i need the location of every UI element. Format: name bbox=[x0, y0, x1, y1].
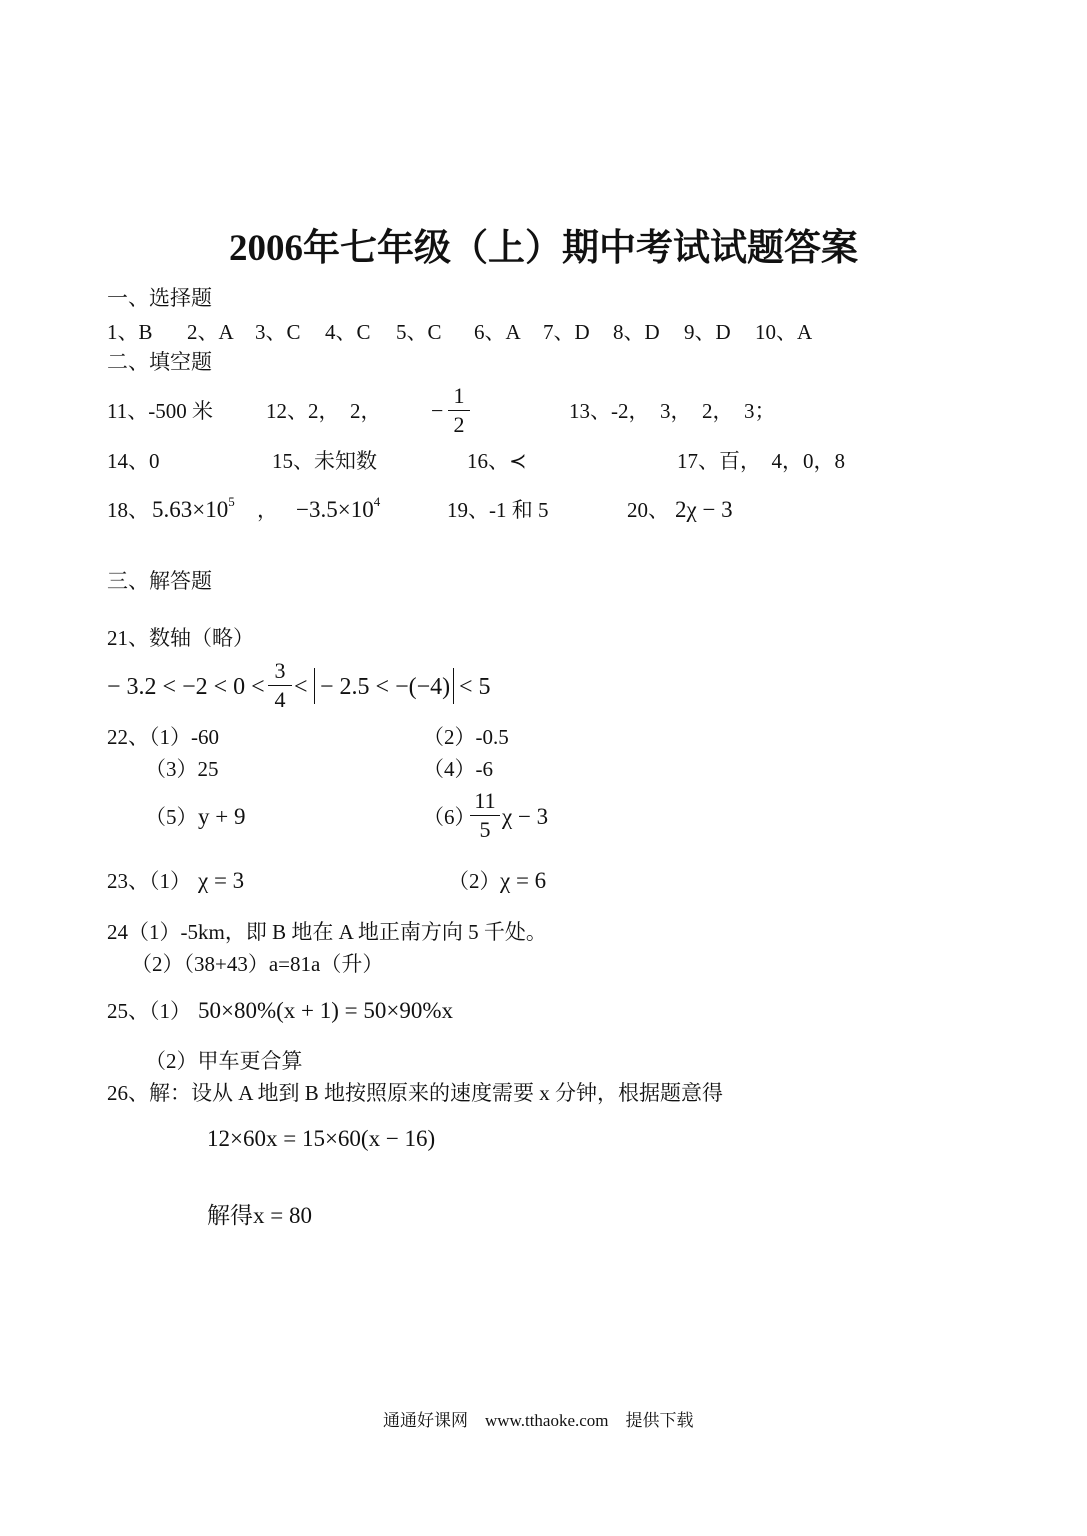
answer-17: 17、百， 4，0，8 bbox=[677, 449, 845, 473]
answer-19: 19、-1 和 5 bbox=[447, 498, 549, 522]
page-title: 2006年七年级（上）期中考试试题答案 bbox=[229, 228, 858, 269]
answer-item: 10、A bbox=[755, 320, 813, 344]
answer-18-value-a bbox=[152, 494, 235, 522]
answer-item: 2、A bbox=[187, 320, 234, 344]
fraction-denominator: 5 bbox=[479, 817, 491, 842]
fraction-bar bbox=[448, 410, 470, 411]
answer-item: 4、C bbox=[325, 320, 371, 344]
answer-22-5-expr: y + 9 bbox=[198, 804, 246, 829]
answer-21-abs-inner: − 2.5 < −(−4) bbox=[320, 674, 451, 700]
answer-22-1: 22、（1）-60 bbox=[107, 725, 219, 749]
answer-21-mid: < bbox=[294, 674, 308, 700]
answer-26-equation: 12×60x = 15×60(x − 16) bbox=[207, 1126, 436, 1151]
answer-22-6-tail: χ − 3 bbox=[502, 804, 549, 829]
fraction-bar bbox=[470, 815, 500, 816]
answer-18-value-b-exponent: 4 bbox=[373, 494, 381, 509]
answer-item: 5、C bbox=[396, 320, 442, 344]
fraction-numerator: 1 bbox=[453, 383, 465, 408]
answer-23-2-label: （2） bbox=[448, 869, 501, 893]
fraction-numerator: 3 bbox=[274, 658, 286, 683]
answer-22-5-label: （5） bbox=[145, 805, 198, 829]
answer-24-2: （2）（38+43）a=81a（升） bbox=[131, 952, 384, 976]
footer-source: 通通好课网 www.tthaoke.com 提供下载 bbox=[383, 1411, 694, 1430]
answer-24-1: 24（1）-5km，即 B 地在 A 地正南方向 5 千处。 bbox=[107, 920, 547, 944]
answer-18-value-b-base: −3.5×10 bbox=[296, 497, 374, 522]
section-heading-fill: 二、填空题 bbox=[107, 350, 212, 374]
answer-22-6-fraction bbox=[470, 790, 500, 841]
absolute-value-bar-left bbox=[314, 668, 315, 704]
fraction-denominator: 2 bbox=[453, 412, 465, 437]
fraction-numerator: 11 bbox=[474, 788, 496, 813]
answer-13: 13、-2， 3， 2， 3； bbox=[569, 399, 776, 423]
answer-21-label: 21、数轴（略） bbox=[107, 626, 254, 650]
answer-25-1-expr: 50×80%(x + 1) = 50×90%x bbox=[198, 998, 454, 1023]
answer-12-prefix: 12、2， 2， bbox=[266, 399, 382, 423]
answer-26-intro: 26、解：设从 A 地到 B 地按照原来的速度需要 x 分钟，根据题意得 bbox=[107, 1081, 724, 1105]
fraction-bar bbox=[268, 685, 292, 686]
answer-22-4: （4）-6 bbox=[423, 757, 493, 781]
answer-21-right: < 5 bbox=[459, 674, 491, 700]
answer-23-1-expr: χ = 3 bbox=[198, 868, 245, 893]
answer-16: 16、≺ bbox=[467, 449, 527, 473]
answer-18-value-a-exponent: 5 bbox=[228, 494, 235, 509]
answer-18-value-b bbox=[296, 494, 381, 522]
answer-22-6-label: （6） bbox=[423, 805, 476, 829]
answer-18-separator: ， bbox=[257, 498, 278, 522]
answer-item: 8、D bbox=[613, 320, 660, 344]
answer-12-minus: − bbox=[431, 398, 444, 423]
answer-18-label: 18、 bbox=[107, 498, 149, 522]
answer-item: 1、B bbox=[107, 320, 153, 344]
answer-23-1-label: 23、（1） bbox=[107, 869, 191, 893]
answer-25-2: （2）甲车更合算 bbox=[145, 1049, 303, 1073]
answer-14: 14、0 bbox=[107, 449, 160, 473]
answer-21-left: − 3.2 < −2 < 0 < bbox=[107, 674, 265, 700]
answer-21-fraction bbox=[268, 660, 292, 711]
answer-11: 11、-500 米 bbox=[107, 399, 213, 423]
answer-23-2-expr: χ = 6 bbox=[500, 868, 547, 893]
answer-item: 9、D bbox=[684, 320, 731, 344]
answer-20-label: 20、 bbox=[627, 498, 669, 522]
answer-item: 7、D bbox=[543, 320, 590, 344]
answer-22-2: （2）-0.5 bbox=[423, 725, 509, 749]
answer-26-solution: 解得x = 80 bbox=[207, 1203, 312, 1228]
section-heading-choice: 一、选择题 bbox=[107, 286, 212, 310]
answer-20-expr: 2χ − 3 bbox=[675, 497, 733, 522]
fraction-denominator: 4 bbox=[274, 687, 286, 712]
answer-18-value-a-base: 5.63×10 bbox=[152, 497, 229, 522]
section-heading-solve: 三、解答题 bbox=[107, 569, 212, 593]
answer-item: 3、C bbox=[255, 320, 301, 344]
answer-25-1-label: 25、（1） bbox=[107, 999, 191, 1023]
answer-item: 6、A bbox=[474, 320, 521, 344]
answer-12-fraction bbox=[448, 385, 470, 436]
answer-15: 15、未知数 bbox=[272, 449, 377, 473]
answer-22-3: （3）25 bbox=[145, 757, 219, 781]
absolute-value-bar-right bbox=[453, 668, 454, 704]
